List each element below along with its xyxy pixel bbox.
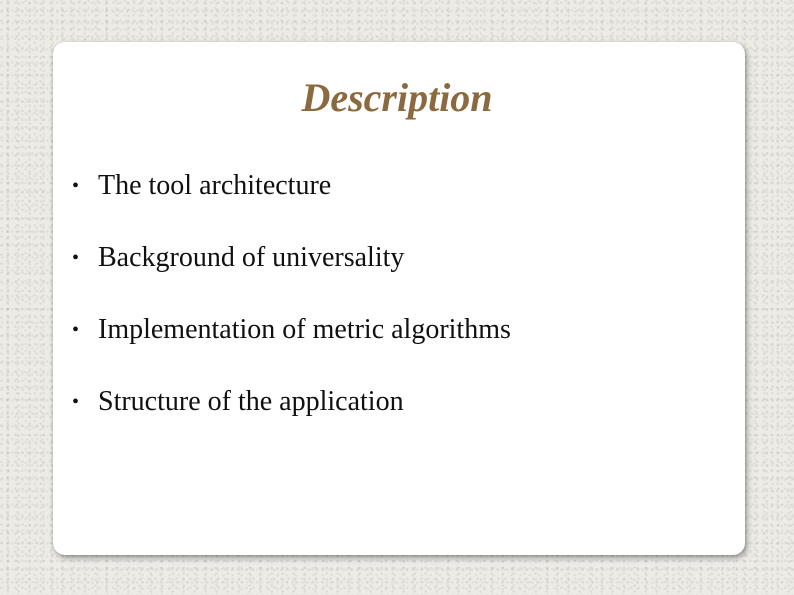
slide-title: Description: [301, 75, 493, 120]
bullet-text: The tool architecture: [98, 170, 332, 201]
bullet-icon: •: [72, 391, 80, 413]
bullet-list: [72, 164, 511, 452]
list-item: [72, 308, 511, 380]
bullet-icon: •: [72, 175, 80, 197]
bullet-icon: •: [72, 319, 80, 341]
bullet-text: Structure of the application: [98, 386, 404, 417]
list-item: [72, 236, 511, 308]
list-item: [72, 164, 511, 236]
bullet-text: Background of universality: [98, 242, 405, 273]
bullet-icon: •: [72, 247, 80, 269]
list-item: [72, 380, 511, 452]
bullet-text: Implementation of metric algorithms: [98, 314, 511, 345]
